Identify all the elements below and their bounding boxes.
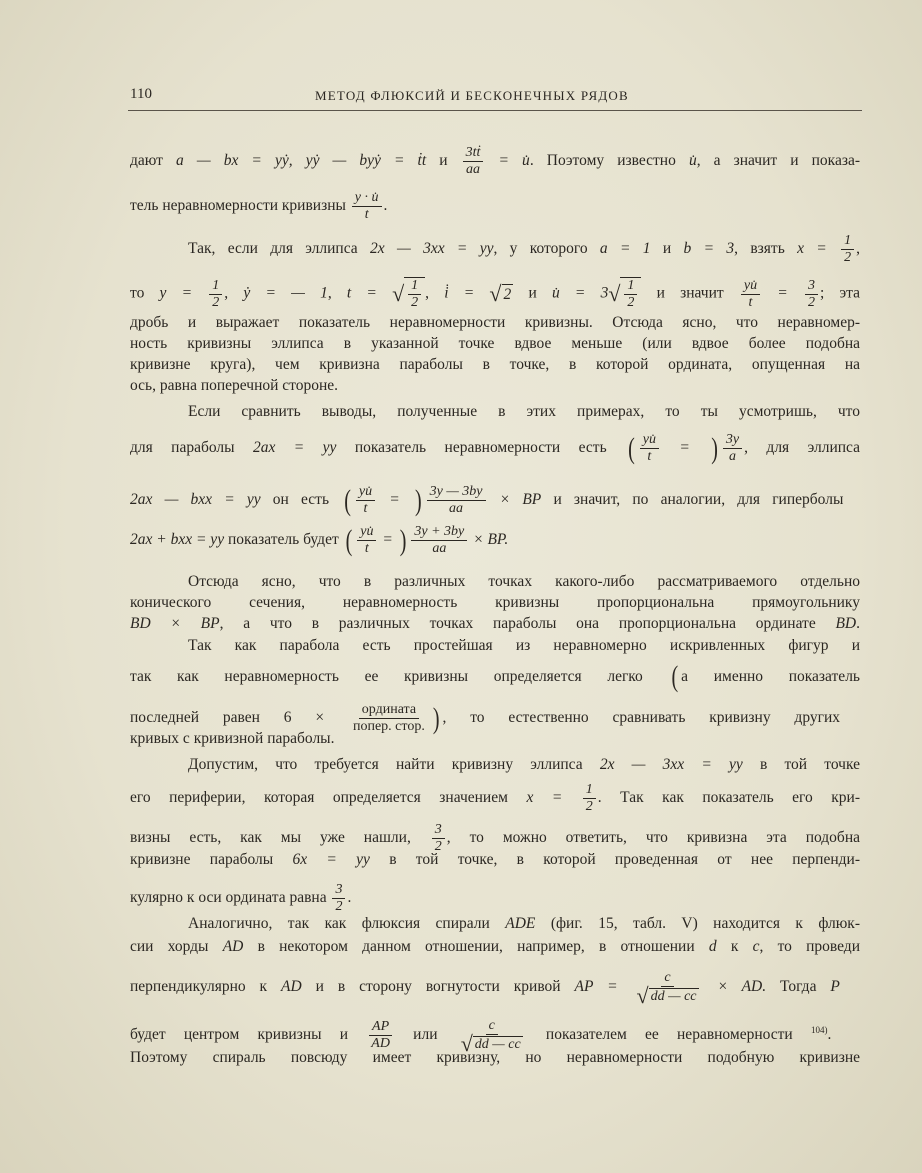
math-expression: t =	[346, 284, 393, 302]
math-expression: u̇ = 3	[551, 284, 609, 302]
numerator: 3	[432, 822, 445, 839]
text-line	[130, 484, 843, 517]
text-run: ,	[224, 284, 244, 302]
numerator: 3y	[723, 432, 742, 449]
text-run: тель неравномерности кривизны	[130, 197, 350, 215]
text-run: и	[426, 152, 461, 170]
math-expression: a = 1	[599, 240, 651, 258]
text-line	[130, 937, 860, 957]
text-run: и	[513, 284, 552, 302]
denominator-text: t	[363, 501, 368, 516]
radical-sign: √	[392, 281, 405, 306]
text-run: Допустим, что требуется найти кривизну эллипса	[188, 756, 600, 773]
math-expression: =	[660, 439, 709, 457]
text-run: будет центром кривизны и	[130, 1026, 367, 1044]
numerator: 1	[408, 278, 421, 295]
denominator	[350, 719, 428, 735]
fraction	[357, 524, 376, 557]
page-number: 110	[130, 86, 152, 102]
numerator: 1	[624, 278, 637, 295]
text-run: Если сравнить выводы, полученные в этих примерах, то ты усмотришь, что	[188, 403, 860, 420]
denominator-text: aa	[466, 162, 481, 177]
text-run: , взять	[734, 240, 798, 258]
text-run: ; эта	[819, 284, 860, 302]
text-line	[130, 660, 860, 694]
denominator	[463, 162, 483, 178]
numerator: 3	[332, 882, 345, 899]
numerator: AP	[369, 1019, 392, 1036]
text-run: ность кривизны эллипса в указанной точке вдвое меньше (или вдвое более подобна	[130, 335, 860, 352]
text-run: , для эллипса	[744, 439, 860, 457]
math-expression: d	[708, 938, 717, 955]
denominator-text: aa	[449, 501, 464, 516]
text-line	[188, 233, 860, 266]
text-run: (фиг. 15, табл. V) находится к флюк-	[535, 915, 861, 932]
text-line	[130, 334, 860, 354]
fraction	[805, 278, 818, 311]
math-expression: =	[762, 284, 803, 302]
text-run: в той точке	[742, 756, 860, 773]
text-run: , то естественно сравнивать кривизну других	[442, 709, 841, 727]
text-run: , то проведи	[759, 938, 860, 955]
text-line	[130, 432, 860, 465]
text-run: показателем ее неравномерности	[527, 1026, 811, 1044]
denominator	[446, 501, 466, 517]
denominator	[746, 295, 756, 311]
numerator: 3y + 3by	[411, 524, 467, 541]
denominator	[726, 449, 739, 465]
fraction	[352, 190, 382, 223]
denominator	[841, 250, 854, 266]
radicand	[404, 277, 425, 311]
text-line	[130, 277, 860, 311]
radical-sign: √	[489, 281, 502, 306]
text-line	[130, 313, 860, 333]
math-expression: x =	[526, 789, 581, 807]
text-run: последней равен 6 ×	[130, 709, 348, 727]
denominator-text: 2	[807, 294, 815, 310]
denominator-text: a	[729, 449, 737, 464]
text-run: а именно показатель	[681, 668, 860, 685]
text-run: показатель неравномерности есть	[336, 439, 626, 457]
text-line	[130, 850, 860, 870]
header-rule	[128, 110, 862, 111]
text-run: или	[394, 1026, 456, 1044]
text-run: ,	[327, 284, 347, 302]
math-expression: = u̇	[485, 152, 530, 170]
text-run: .	[383, 197, 388, 215]
math-expression: b = 3	[683, 240, 735, 258]
text-line	[130, 190, 387, 223]
text-run: дробь и выражает показатель неравномерности кривизны. Отсюда ясно, что неравномер-	[130, 314, 860, 331]
text-run: в той точке, в которой проведенная от нее перпенди-	[369, 851, 860, 868]
fraction	[723, 432, 742, 465]
large-parenthesis: )	[432, 702, 440, 735]
text-run: перпендикулярно к	[130, 978, 282, 996]
fraction	[427, 484, 486, 517]
denominator	[361, 501, 371, 517]
math-expression: c	[752, 938, 760, 955]
denominator	[644, 449, 654, 465]
square-root	[608, 277, 641, 311]
denominator-text: 2	[434, 839, 442, 854]
text-run: ось, равна поперечной стороне.	[130, 377, 339, 394]
text-run: дают	[130, 152, 177, 170]
text-run: кулярно к оси ордината равна	[130, 889, 331, 907]
radical-sign: √	[636, 983, 649, 1008]
text-run: кривых с кривизной параболы.	[130, 730, 335, 747]
numerator: y · u̇	[352, 190, 382, 207]
denominator	[209, 295, 222, 311]
text-run: . Так как показатель его кри-	[597, 789, 861, 807]
large-parenthesis: )	[711, 432, 718, 465]
text-line	[188, 636, 860, 656]
fraction	[356, 484, 375, 517]
numerator: 3	[805, 278, 818, 295]
math-expression: 2x — 3xx = yy	[370, 240, 494, 258]
math-expression: BD × BP	[130, 615, 220, 632]
math-expression: =	[377, 491, 412, 509]
math-expression: × BP	[487, 491, 542, 509]
text-run: он есть	[260, 491, 342, 509]
fraction	[332, 882, 345, 915]
fraction	[841, 233, 854, 266]
radical-sign: √	[608, 281, 621, 306]
footnote-ref: 104)	[810, 1024, 828, 1035]
text-run: , а что в различных точках параболы она пропорциональна ординате	[219, 615, 836, 632]
fraction	[640, 432, 659, 465]
numerator: yu̇	[357, 524, 376, 541]
math-expression: i̇ =	[444, 284, 490, 302]
fraction	[350, 702, 428, 735]
text-run: его периферии, которая определяется значением	[130, 789, 527, 807]
numerator: 3y — 3by	[427, 484, 486, 501]
text-run: .	[347, 889, 352, 907]
text-run: ,	[856, 240, 860, 258]
denominator-text: 2	[335, 899, 343, 914]
large-parenthesis: (	[345, 524, 353, 557]
numerator: 1	[209, 278, 222, 295]
denominator	[362, 207, 372, 223]
numerator: yu̇	[741, 278, 760, 295]
numerator: yu̇	[640, 432, 659, 449]
denominator-text: 2	[212, 294, 220, 310]
text-run: Аналогично, так как флюксия спирали	[188, 915, 506, 932]
text-run: , а значит и показа-	[696, 152, 861, 170]
denominator-text: 2	[844, 250, 852, 265]
text-line	[130, 376, 338, 396]
math-expression: AD	[222, 938, 244, 955]
fraction	[411, 524, 467, 557]
text-run: то	[130, 284, 160, 302]
text-run: . Поэтому известно	[529, 152, 689, 170]
math-expression: AP =	[574, 978, 632, 996]
denominator-text: AD	[371, 1036, 390, 1051]
radicand-text: dd — cc	[650, 988, 697, 1004]
math-expression: AD	[281, 978, 302, 996]
radicand-text: dd — cc	[474, 1036, 521, 1052]
denominator	[332, 899, 345, 915]
radicand-text: 2	[503, 285, 512, 303]
numerator: yu̇	[356, 484, 375, 501]
text-run: визны есть, как мы уже нашли,	[130, 829, 430, 847]
denominator: 2	[627, 295, 635, 310]
text-run: Поэтому спираль повсюду имеет кривизну, но неравномерности подобную кривизне	[130, 1049, 860, 1066]
large-parenthesis: (	[628, 432, 635, 465]
text-run: и значит	[641, 284, 739, 302]
numerator: 3tṫ	[463, 145, 484, 162]
text-line	[130, 1048, 860, 1068]
text-line	[188, 402, 860, 422]
radical-sign: √	[460, 1031, 473, 1056]
fraction	[463, 145, 484, 178]
denominator-text: 2	[585, 799, 593, 814]
math-expression: P	[830, 978, 840, 996]
text-run: показатель будет	[224, 531, 343, 549]
math-expression: =	[378, 531, 397, 549]
denominator-text: t	[748, 294, 753, 310]
math-expression: x =	[797, 240, 840, 258]
denominator	[805, 295, 818, 311]
square-root	[636, 983, 699, 1008]
fraction	[583, 782, 596, 815]
text-line	[130, 782, 860, 815]
math-expression: BD	[835, 615, 857, 632]
text-run: , то можно ответить, что кривизна эта подобна	[446, 829, 860, 847]
text-line	[130, 970, 840, 1008]
math-expression: × BP.	[469, 531, 509, 549]
math-expression: a — bx = yẏ, yẏ — byẏ = ṫt	[176, 152, 427, 170]
text-run: так как неравномерность ее кривизны определяется легко	[130, 668, 669, 685]
text-run: кривизне круга), чем кривизна параболы в точке, в которой ордината, опущенная на	[130, 356, 860, 373]
text-line	[130, 882, 351, 915]
large-parenthesis: )	[414, 484, 422, 517]
fraction	[408, 278, 421, 311]
denominator-text: t	[364, 207, 369, 222]
denominator	[429, 541, 449, 557]
text-line	[130, 355, 860, 375]
denominator-text: попер. стор.	[352, 719, 425, 734]
radicand	[502, 284, 514, 305]
text-run: и значит, по аналогии, для гиперболы	[541, 491, 844, 509]
text-run: конического сечения, неравномерность кривизны пропорциональна прямоугольнику	[130, 594, 860, 611]
large-parenthesis: )	[399, 524, 407, 557]
text-run: Так, если для эллипса	[188, 240, 370, 258]
text-run: Отсюда ясно, что в различных точках какого-либо рассматриваемого отдельно	[188, 573, 860, 590]
denominator	[362, 541, 372, 557]
text-line	[130, 614, 860, 634]
math-expression: ẏ = — 1	[243, 284, 328, 302]
numerator: 1	[841, 233, 854, 250]
running-title: МЕТОД ФЛЮКСИЙ И БЕСКОНЕЧНЫХ РЯДОВ	[315, 88, 629, 103]
text-line	[130, 145, 860, 178]
large-parenthesis: (	[344, 484, 351, 517]
denominator	[583, 799, 596, 815]
text-run: для параболы	[130, 439, 253, 457]
denominator-text: aa	[432, 541, 447, 556]
fraction	[741, 278, 760, 311]
square-root	[392, 277, 425, 311]
numerator: 1	[583, 782, 596, 799]
text-line	[188, 572, 860, 592]
math-expression: ADE	[505, 915, 536, 932]
denominator-text: t	[364, 541, 369, 556]
math-expression: y =	[159, 284, 208, 302]
text-line	[188, 755, 860, 775]
text-run: кривизне параболы	[130, 851, 293, 868]
math-expression: 6x = yy	[292, 851, 370, 868]
numerator: c	[661, 970, 673, 987]
numerator: ордината	[359, 702, 419, 719]
text-run: .	[827, 1026, 832, 1044]
text-line	[188, 914, 860, 934]
square-root	[489, 281, 513, 306]
fraction	[624, 278, 637, 311]
text-run: Так как парабола есть простейшая из неравномерно искривленных фигур и	[188, 637, 860, 654]
fraction	[209, 278, 222, 311]
math-expression: × AD.	[703, 978, 767, 996]
radicand	[620, 277, 641, 311]
large-parenthesis: (	[671, 660, 679, 694]
text-run: к	[716, 938, 753, 955]
math-expression: 2ax = yy	[252, 439, 337, 457]
numerator: c	[486, 1018, 498, 1035]
text-run: ,	[425, 284, 445, 302]
text-run: и в сторону вогнутости кривой	[301, 978, 575, 996]
math-expression: u̇	[688, 152, 697, 170]
text-run: .	[856, 615, 861, 632]
denominator-text: t	[647, 449, 652, 464]
text-run: Тогда	[766, 978, 831, 996]
text-run: сии хорды	[130, 938, 223, 955]
text-run: в некотором данном отношении, например, в отношении	[243, 938, 709, 955]
math-expression: 2ax + bxx = yy	[130, 531, 225, 549]
text-line	[130, 729, 334, 749]
text-run: и	[650, 240, 684, 258]
math-expression: 2x — 3xx = yy	[599, 756, 743, 773]
text-line	[130, 524, 508, 557]
math-expression: 2ax — bxx = yy	[130, 491, 261, 509]
denominator	[634, 983, 702, 1008]
radicand	[649, 988, 699, 1005]
denominator: 2	[411, 295, 419, 310]
text-line	[130, 593, 860, 613]
fraction	[634, 970, 702, 1008]
text-run: , у которого	[493, 240, 600, 258]
